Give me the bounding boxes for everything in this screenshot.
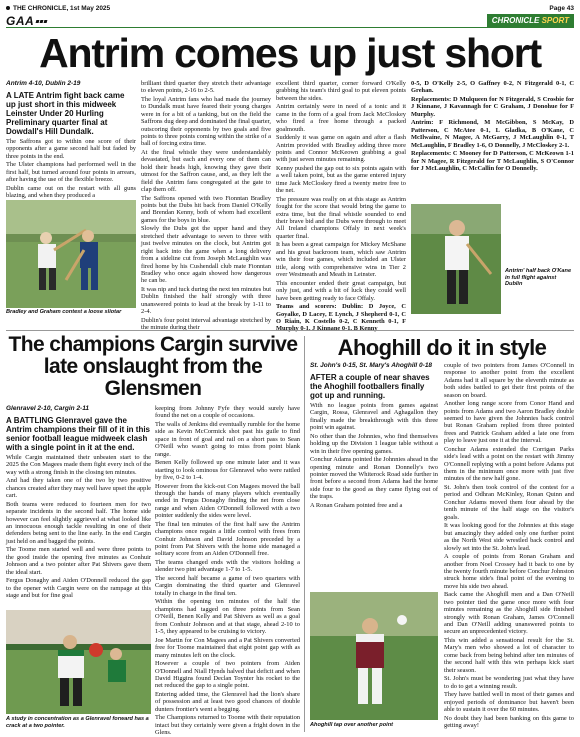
story2-score: Glenravel 2-10, Cargin 2-11 [6, 405, 89, 412]
story3-col1-body: With no league points from games against Cargin, Rossa, Glenravel and Aghagallon they finally made the breakthrough with this three point win against. No other than the Johnnies, who find themselves holding up the Division 1 league table without a win in their five opening games. Conchur Adams pointed the Johnnies ahead in the opening minute and Ronan Donnelly's two pointer moved the Whiterock Road side further in front before a second from Adams had the home side four to the good as they came flying out of the traps. A Ronan Graham pointed free and a [310, 402, 438, 509]
story2-lead: A BATTLING Glenravel gave the Antrim champions their fill of it in this senior football league midweek clash with a single point in it at the end. [6, 416, 151, 452]
column-divider [304, 336, 305, 732]
story1-lead: A LATE Antrim fight back came up just short in this midweek Leinster Under 20 Hurling Preliminary quarter final at Dowdall's Hill Dundalk. [6, 91, 125, 136]
story3-col2: couple of two pointers from James O'Connell in response to another point from the excellent Adams had it all square by the eleventh minute as both sides battled to get their first points of the season on board. Another long range score from Conor Hand and points from Adams and two Aaron Bradley double seemed to have given the Johnnies back control but Ronan Graham replied from three pointed frees and Patrick Graham added a late one from play to leave just one it at the interval. Conchur Adams extended the Corrigan Parks side's lead with a point on the restart with Jimmy O'Connell replying with a point before Adams put them in the minimum once more with just five minutes of the new half gone. St. John's then took control of the contest for a period and Odhran McKinley, Ronan Quinn and Conchur Adams moved them four ahead by the tenth minute of the half stage on the visitor's goals. It was looking good for the Johnnies at this stage but amazingly they added only one further point as the North West side wrestled back control and slowly set into the St. John's lead. A couple of points from Ronan Graham and another from Noel Crossey had it back to one by the twenty fourth minute before Conchur Johnston struck home side's final point of the evening to move his side two ahead. Back came the Ahoghill men and a Dan O'Neill two pointer tied the game once more with four minutes remaining as the Ahoghill side finished strongly with Ronan Graham, James O'Connell and Dan O'Neill adding unanswered points to secure an unprecedented victory. This win added a sensational result for the St. Mary's men who showed a lot of character to come back from being behind after ten minutes of the second half with this win perhaps kick start their season. St. John's must be wondering just what they have to do to get a winning result. They have battled well in most of their games and enjoyed periods of dominance but haven't been able to sustain it over the 60 minutes. No doubt they had been banking on this game to getting away! [444, 362, 574, 729]
gaa-logo: GAA [6, 15, 47, 27]
story1-photo-hurling [6, 200, 136, 308]
page-number: Page 43 [549, 4, 574, 12]
story1-col4: 0-5, D O'Kelly 2-5, O Gaffney 0-2, N Fitzgerald 0-1, C Grehan. Replacements: D Mulqueen for N Fitzgerald, S Crosbie for J Kinnane, J Kavannagh for C Graham, J Donohue for F Murphy. Antrim: F Richmond, M McGibbon, S McKay, D Patterson, C McAtee 0-1, L Gladka, B O'Kane, C McIlwaine, N Magee, A McGarry, J McLaughlin 0-1, T McLaughlin, F Bradley 1-6, O Donnelly, J McCloskey 2-1. Replacements: C Mooney for D Patterson, C McKeown 1-1 for N Magee, R Fitzgerald for T McLaughlin, S O'Connor for J McLaughlin, C McCallin for O Donnelly. [411, 80, 574, 173]
masthead [6, 2, 574, 14]
story3-photo-caption: Ahoghill tap over another point [310, 722, 393, 728]
story1-col3: excellent third quarter, corner forward O'Kelly grabbing his team's third goal to put eleven points between the sides. Antrim certainly were in need of a tonic and it came in the form of a goal from Jack McCloskey who fired a free home through a packed goalmouth. Suddenly it was game on again and after a flash Antrim provided with Bradley adding three more points and Connor McKeown grabbing a goal with just seven minutes remaining. Kenny pushed the gap out to six points again with a well taken point, but as the game entered injury time Jack McCloskey fired a twenty metre free to the net. The pressure was really on at this stage as Antrim fought for the score that would bring the game to extra time, but the final whistle sounded to end their brave bid and the Dubs were through to meet All Ireland champions Offaly in next week's quarter final. It has been a great campaign for Mickey McShane and his great backroom team, which saw Antrim win their four games, which included an Ulster title, along with comprehensive wins in Tier 2 over Westmeath and Meath in Leinster. This encounter ended their great campaign, but only just, and with a bit of luck they could well have been getting ready to face Offaly. Teams and scorers: Dublin: D Joyce, C Goyalke, D Lacey, E Lynch, J Shepherd 0-1, C O Riain, K Costello 0-2, C Kenneth 0-1, F Murphy 0-1, J Kinnane 0-1, B Kenny [276, 80, 406, 333]
logo-dots-icon [36, 20, 47, 23]
story1-score: Antrim 4-10, Dublin 2-19 [6, 80, 81, 87]
story1-col1-body: The Saffrons got to within one score of their opponents after a game second half but faded by three points in the end. The Ulster champions had performed well in the first half, but turned around four points in arrears, after having the use of the flexible breeze. Dublin came out on the restart with all guns blazing, and when they produced a [6, 138, 136, 200]
story3-lead: AFTER a couple of near shaves the Ahoghill footballers finally got up and running. [310, 373, 430, 400]
story1-photo2-caption: Antrim' half back O'Kane in full flight against Dublin [505, 268, 572, 288]
story1-col2: brilliant third quarter they stretch their advantage to eleven points, 2-16 to 2-5. The loyal Antrim fans who had made the journey to Dundalk must have feared their young charges were in for a bit of a tanking, but on the field the Saffrons dug deep and dominated the final quarter, outscoring their opponents by two goals and five points to three points coming within the strike of a ball of forcing extra time. At the final whistle they were understandably devastated, but each and every one of them can hold their heads high, knowing they gave their utmost for the Saffron cause, and, as they left the field the Antrim fans congregated at the gate to clap them off. The Saffrons opened with two Fionntan Bradley points but the Dubs hit back from Daniel O'Kelly and Brendan Kenny, both of whom had excellent games for the boys in blue. Slowly the Dubs got the upper hand and they stretched their advantage to seven to three with just twelve minutes on the clock, but Antrim got right back into the game when a long delivery from a sideline cut from Joseph McLaughlin was fired home by his Cushendall club mate Fionntan Bradley who once again showed how dangerous he can be. It was nip and tuck during the next ten minutes but Dublin finished the half strongly with three unanswered points to lead at the break by 1-11 to 2-4. Dublin's four point interval advantage stretched by the minute during their [141, 80, 271, 332]
story3-col1 [310, 362, 438, 592]
story2-col2: keeping from Johnny Fyfe they would surely have found the net on a couple of occasions. The walls of Jenkins did eventually rumble for the home side as Kevin McCormick shot past his guile to find space in front of goal and rail on a short pass to Sean O'Neill who wasn't going to miss from point blank range. Benen Kelly followed up one minute later and it was starting to look ominous for Glenravel who were rattled by five, 0-2 to 1-4. However from the kick-out Con Magees moved the ball through the hands of many players which eventually ended in Fergus Donaghy finding the net from close range and when Aiden O'Donnell followed with a two pointer suddenly the sides were level. The final ten minutes of the first half saw the Antrim champions once regain a little control with frees from Conhuir Johnson and David Johnson preceded by a point from Pat Shivers with the home side managed a solitary score from an Aiden O'Donnell free. The teams changed ends with the visitors holding a slender two pint advantage 1-7 to 1-5. The second half became a game of two quarters with Cargin dominating the third quarter and Glenravel totally in charge in the final ten. Within the opening ten minutes of the half the champions had tagged on three points from Sean O'Neill, Benen Kelly and Pat Shivers as well as a goal from Conhuir Johnson and at that stage, ahead 2-10 to 1-5, they appeared to be cruising to victory. Joe Martin for Con Magees and a Pat Shivers converted free for Toome maintained that eight point gap with as many minutes left on the clock. However a couple of two pointers from Aiden O'Donnell and Niall Hynds halved that deficit and when David Higgins found Declan Toynter his rocket to the net reduced the gap to a single point. Entering added time, the Glenravel had the lion's share of possession and at least two good chances of double dunters frontier's went a begging. The Champions returned to Toome with their reputation intact but they certainly were given a fright down in the Glens. [155, 405, 300, 737]
story2-photo-caption: A study in concentration as a Glenravel forward has a crack at a two pointer. [6, 716, 149, 729]
story1-headline: Antrim comes up just short [39, 30, 541, 76]
story2-col1-body: While Cargin maintained their unbeaten start to the 2025 the Con Magees made them fight every inch of the way with a strong finish in the closing ten minutes. And had they taken one of the two by two positive chances created after they may well have upset the apple cart. Both teams were reduced to fourteen men for two separate incidents in the second half. The home side however can feel slightly aggrieved at what looked like an innocuous enough tackle resulting in one of their defenders being sent to the line early. In the end Cargin just held on and bagged the points. The Toome men started well and were three points to the good inside the opening five minutes as Conhuir Johnson and a two pointer after Pat Shivers gave them the ideal start. Fergus Donaghy and Aiden O'Donnell reduced the gap to the opener with Cargin were on the rampage at this stage and but for fine goal [6, 454, 151, 600]
story2-col1 [6, 405, 151, 605]
story1-photo-okane [411, 204, 501, 314]
chronicle-sport-badge: CHRONICLE SPORT [487, 14, 574, 27]
section-header [6, 14, 574, 28]
story-divider [6, 330, 574, 331]
masthead-left: THE CHRONICLE, 1st May 2025 [6, 5, 110, 12]
story3-photo-ahoghill [310, 592, 438, 720]
story2-headline: The champions Cargin survive late onslaught from the Glensmen [8, 333, 298, 400]
story3-score: St. John's 0-15, St. Mary's Ahoghill 0-18 [310, 362, 433, 369]
bullet-icon [6, 6, 10, 10]
story1-photo1-caption: Bradley and Graham contest a loose sliotar [6, 309, 122, 315]
story3-headline: Ahoghill do it in style [337, 335, 547, 360]
story2-photo-glenravel [6, 610, 151, 714]
